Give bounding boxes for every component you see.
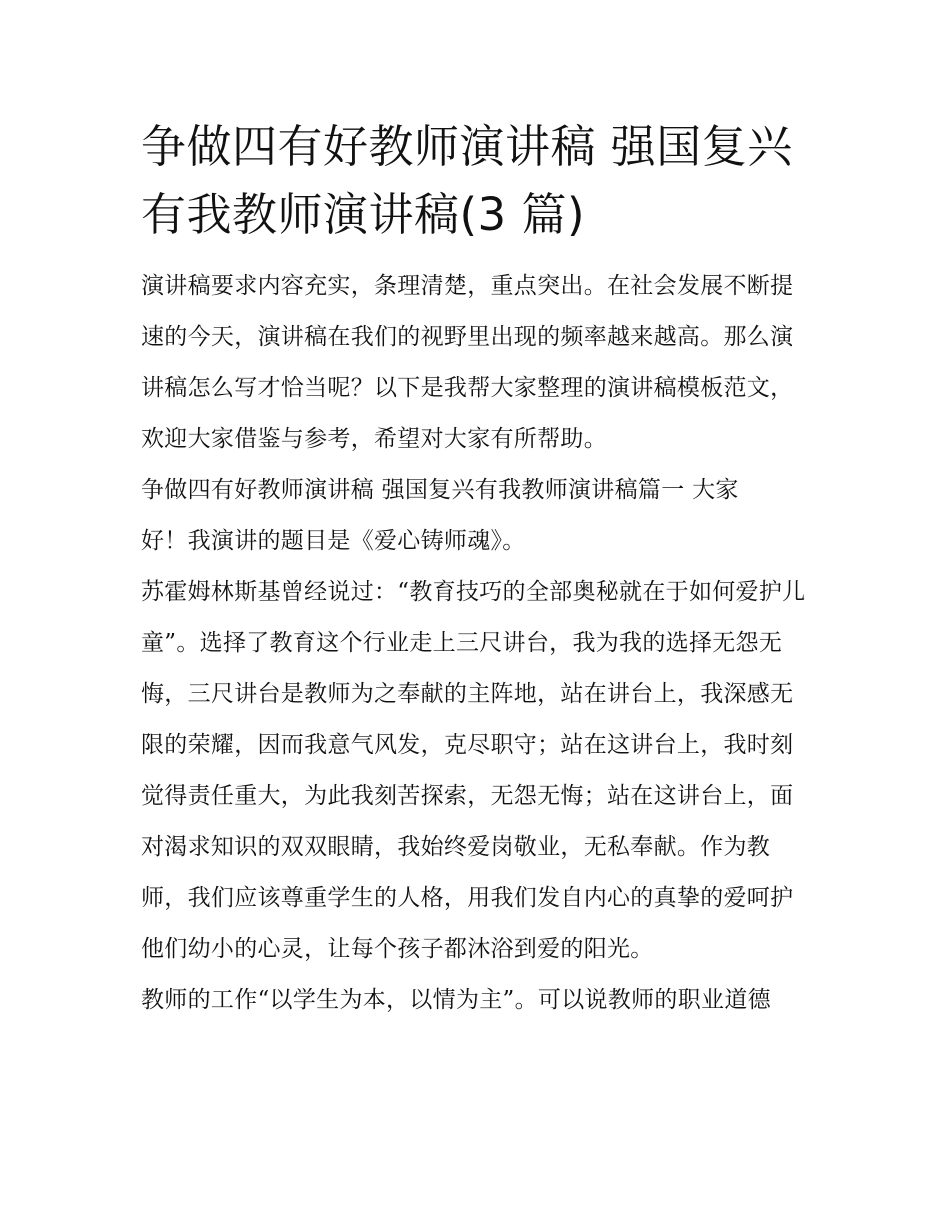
body-paragraph: 苏霍姆林斯基曾经说过：“教育技巧的全部奥秘就在于如何爱护儿童”。选择了教育这个行业走上三尺讲台，我为我的选择无怨无悔，三尺讲台是教师为之奉献的主阵地，站在讲台上，我深感无限的荣耀，因而我意气风发，克尽职守；站在这讲台上，我时刻觉得责任重大，为此我刻苦探索，无怨无悔；站在这讲台上，面对渴求知识的双双眼睛，我始终爱岗敬业，无私奉献。作为教师，我们应该尊重学生的人格，用我们发自内心的真挚的爱呵护他们幼小的心灵，让每个孩子都沐浴到爱的阳光。 bbox=[141, 579, 806, 962]
body-paragraph-continued: 教师的工作“以学生为本，以情为主”。可以说教师的职业道德 bbox=[141, 987, 771, 1013]
intro-paragraph: 演讲稿要求内容充实，条理清楚，重点突出。在社会发展不断提速的今天，演讲稿在我们的视野里出现的频率越来越高。那么演讲稿怎么写才恰当呢？以下是我帮大家整理的演讲稿模板范文，欢迎大家借鉴与参考，希望对大家有所帮助。 bbox=[141, 273, 794, 452]
document-content bbox=[141, 113, 813, 1026]
section-heading-paragraph: 争做四有好教师演讲稿 强国复兴有我教师演讲稿篇一 大家好！我演讲的题目是《爱心铸师魂》。 bbox=[141, 477, 739, 554]
document-title: 争做四有好教师演讲稿 强国复兴有我教师演讲稿(3 篇) bbox=[141, 120, 793, 241]
